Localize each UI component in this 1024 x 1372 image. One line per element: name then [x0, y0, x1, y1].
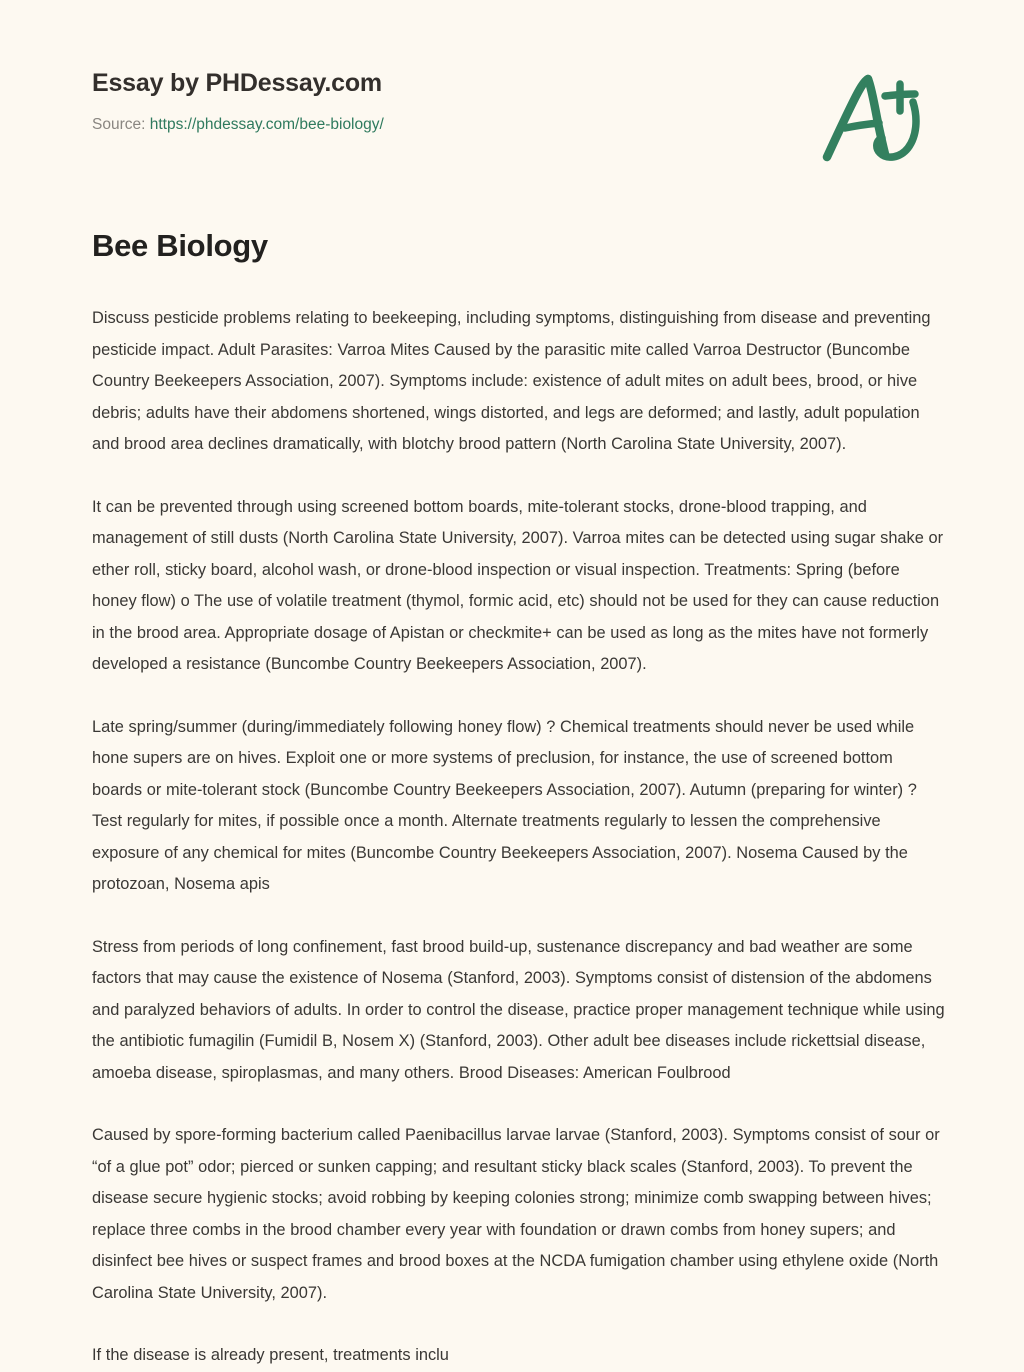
essay-body [92, 264, 945, 1372]
header-left-group [92, 62, 384, 135]
page-header [0, 0, 1024, 166]
paragraph: Late spring/summer (during/immediately following honey flow) ? Chemical treatments should never be used while hone supers are on hives. Exploit one or more systems of preclusion, for instance, the use of screened bottom boards or mite-tolerant stock (Buncombe Country Beekeepers Association, 2007). Autumn (preparing for winter) ? Test regularly for mites, if possible once a month. Alternate treatments regularly to lessen the comprehensive exposure of any chemical for mites (Buncombe Country Beekeepers Association, 2007). Nosema Caused by the protozoan, Nosema apis [92, 717, 917, 894]
paragraph-truncated: If the disease is already present, treatments inclu [92, 1346, 449, 1365]
paragraph: Stress from periods of long confinement, fast brood build-up, sustenance discrepancy and bad weather are some factors that may cause the existence of Nosema (Stanford, 2003). Symptoms consist of distension of the abdomens and paralyzed behaviors of adults. In order to control the disease, practice proper management technique while using the antibiotic fumagilin (Fumidil B, Nosem X) (Stanford, 2003). Other adult bee diseases include rickettsial disease, amoeba disease, spiroplasmas, and many others. Brood Diseases: American Foulbrood [92, 937, 945, 1082]
source-line [92, 115, 384, 135]
brand-title: Essay by PHDessay.com [92, 69, 382, 97]
paragraph: Discuss pesticide problems relating to beekeeping, including symptoms, distinguishing from disease and preventing pesticide impact. Adult Parasites: Varroa Mites Caused by the parasitic mite called Varroa Destructor (Buncombe Country Beekeepers Association, 2007). Symptoms include: existence of adult mites on adult bees, brood, or hive debris; adults have their abdomens shortened, wings distorted, and legs are deformed; and lastly, adult population and brood area declines dramatically, with blotchy brood pattern (North Carolina State University, 2007). [92, 309, 931, 454]
source-url-link[interactable]: https://phdessay.com/bee-biology/ [149, 116, 384, 133]
a-plus-grade-logo-icon [814, 66, 932, 166]
source-label: Source: [92, 116, 146, 133]
paragraph: It can be prevented through using screened bottom boards, mite-tolerant stocks, drone-blood trapping, and management of still dusts (North Carolina State University, 2007). Varroa mites can be detected using sugar shake or ether roll, sticky board, alcohol wash, or drone-blood inspection or visual inspection. Treatments: Spring (before honey flow) o The use of volatile treatment (thymol, formic acid, etc) should not be used for they can cause reduction in the brood area. Appropriate dosage of Apistan or checkmite+ can be used as long as the mites have not formerly developed a resistance (Buncombe Country Beekeepers Association, 2007). [92, 497, 944, 674]
page-title: Bee Biology [92, 228, 268, 263]
paragraph: Caused by spore-forming bacterium called Paenibacillus larvae larvae (Stanford, 2003). Symptoms consist of sour or “of a glue pot” odor; pierced or sunken capping; and resultant sticky black scales (Stanford, 2003). To prevent the disease secure hygienic stocks; avoid robbing by keeping colonies strong; minimize comb swapping between hives; replace three combs in the brood chamber every year with foundation or drawn combs from honey supers; and disinfect bee hives or suspect frames and brood boxes at the NCDA fumigation chamber using ethylene oxide (North Carolina State University, 2007). [92, 1126, 940, 1302]
